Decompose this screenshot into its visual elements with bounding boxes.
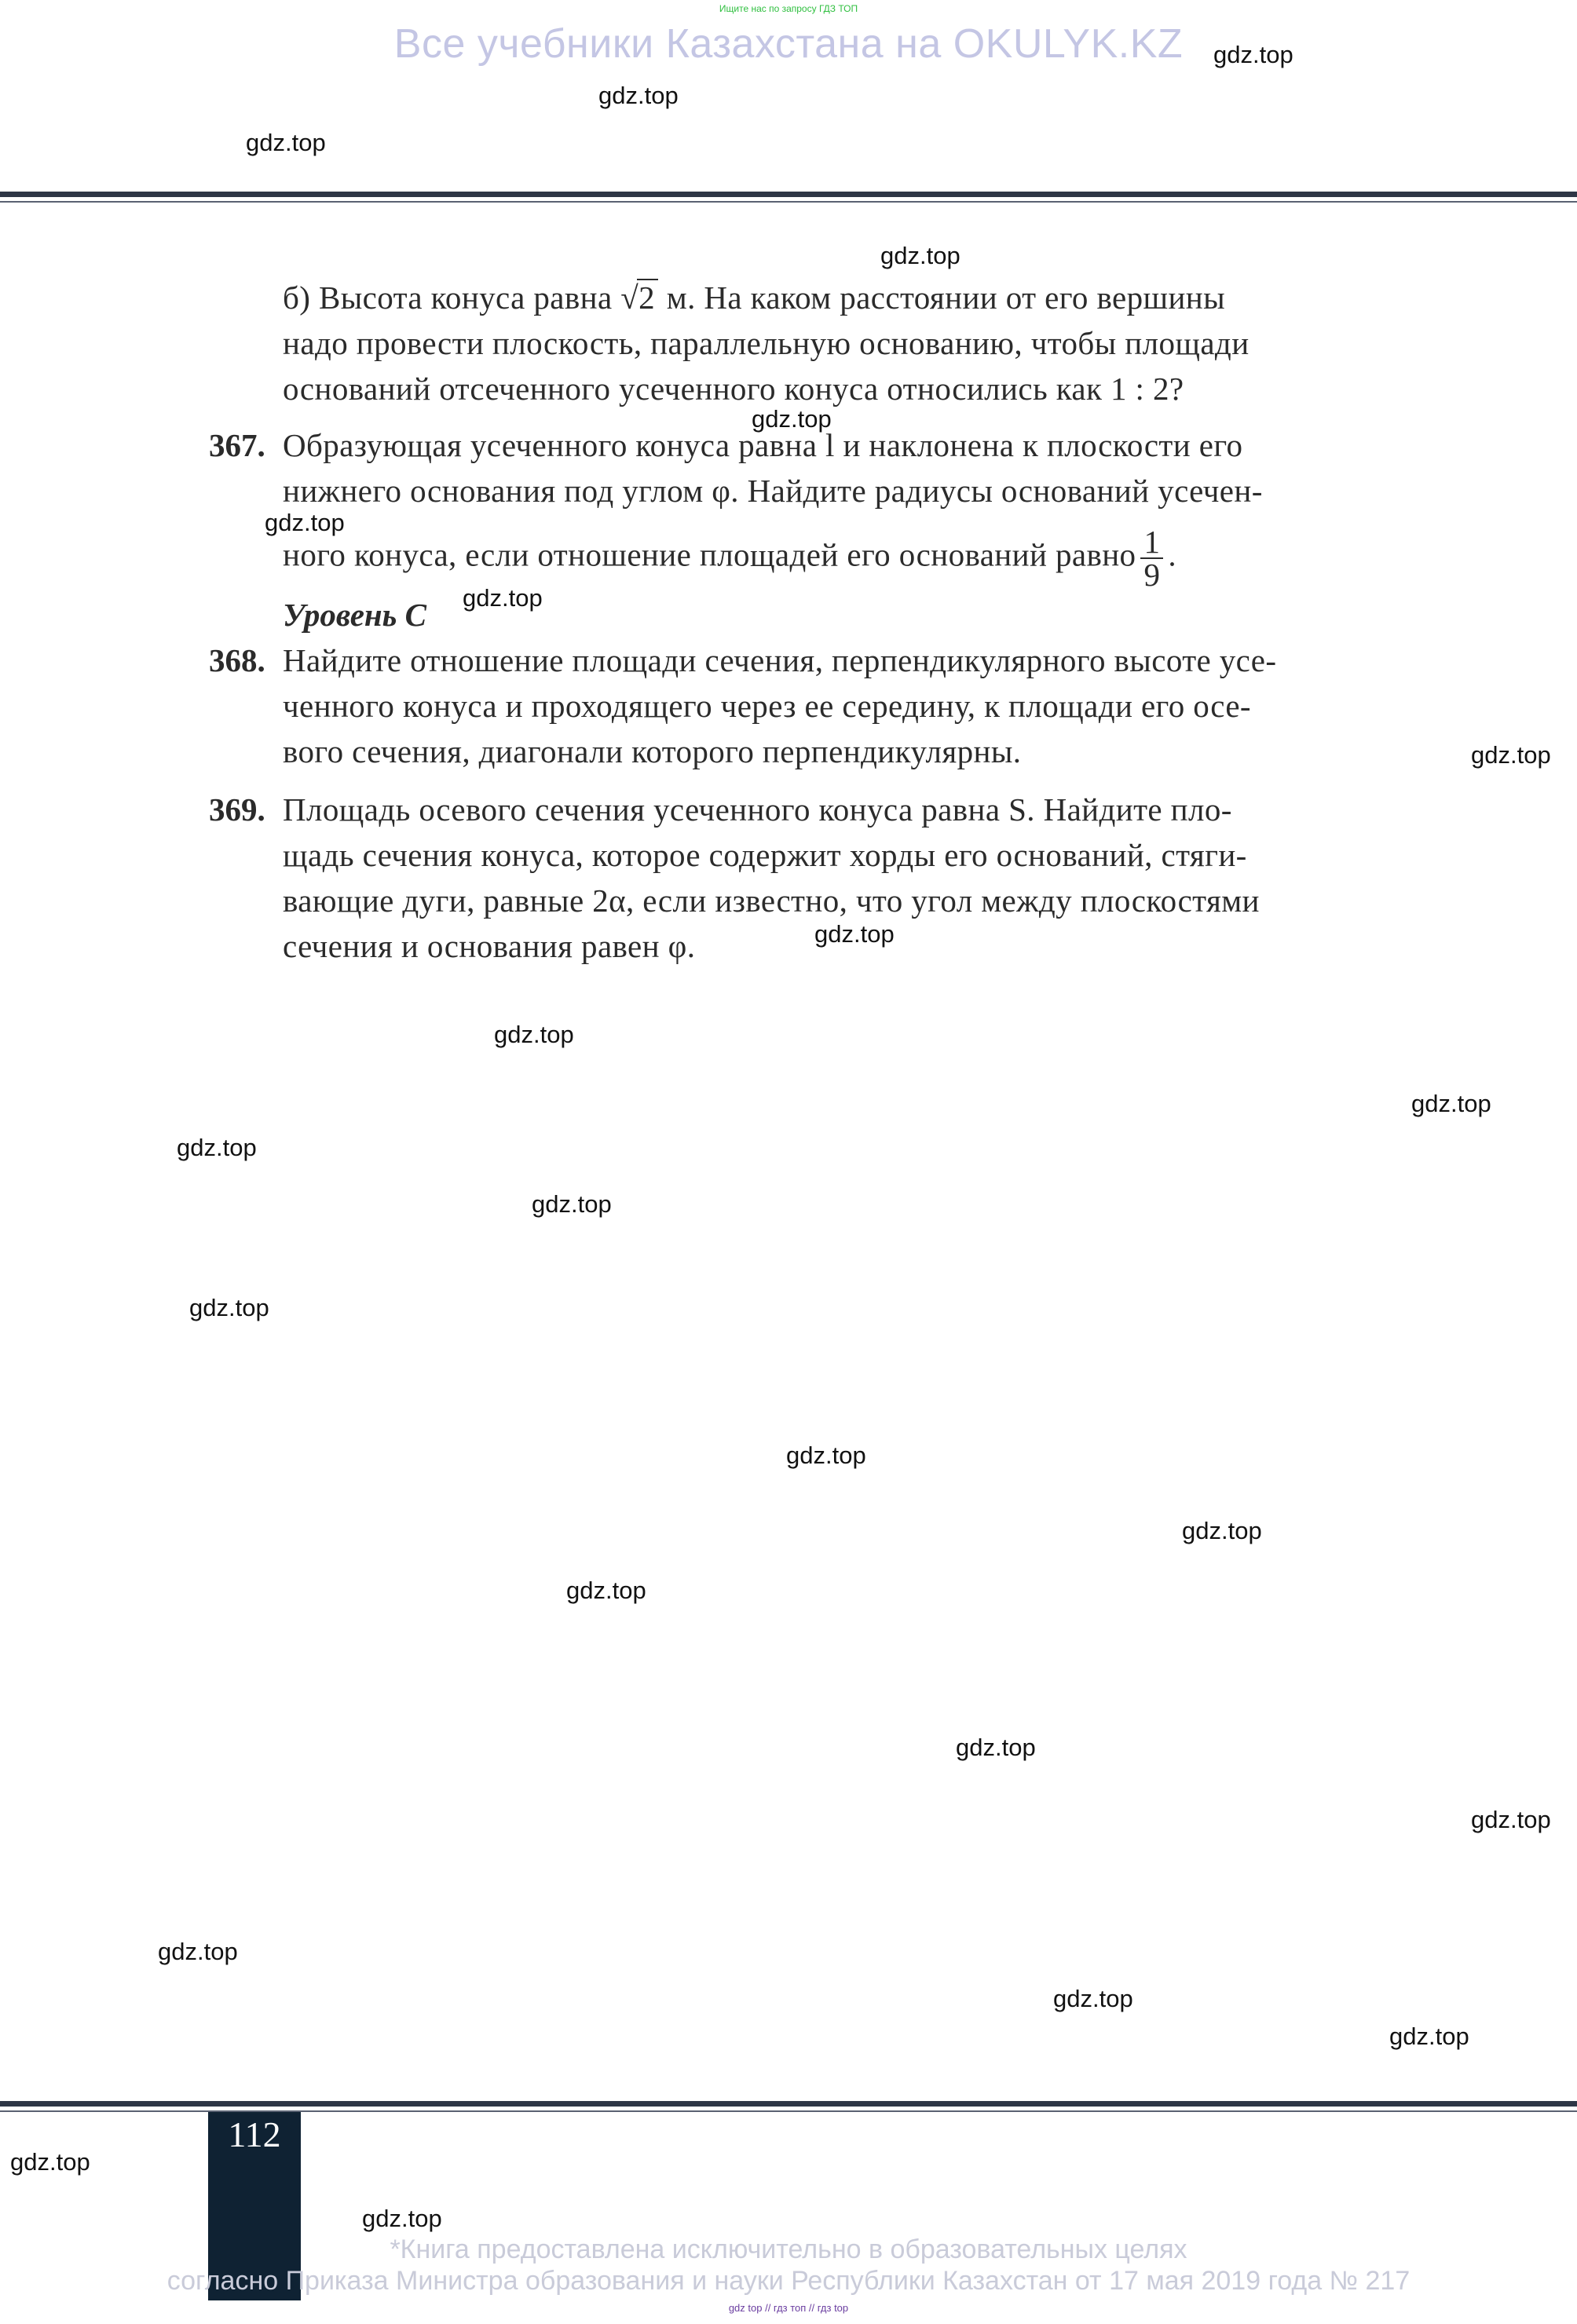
watermark: gdz.top bbox=[1053, 1985, 1133, 2012]
sqrt-icon: √ bbox=[620, 280, 639, 316]
part-b-line-2: надо провести плоскость, параллельную основанию, чтобы площади bbox=[283, 325, 1250, 361]
watermark: gdz.top bbox=[494, 1021, 574, 1048]
part-b-line-1: б) Высота конуса равна √2 м. На каком расстоянии от его вершины bbox=[283, 280, 1226, 316]
bottom-rule bbox=[0, 2101, 1577, 2107]
watermark: gdz.top bbox=[814, 920, 895, 948]
watermark: gdz.top bbox=[10, 2148, 90, 2176]
part-b-line-3: оснований отсеченного усеченного конуса относились как 1 : 2? bbox=[283, 371, 1184, 407]
footer-line-2: согласно Приказа Министра образования и науки Республики Казахстан от 17 мая 2019 года № 217 bbox=[166, 2266, 1411, 2296]
watermark: gdz.top bbox=[752, 405, 832, 433]
problem-367-line-1: Образующая усеченного конуса равна l и наклонена к плоскости его bbox=[283, 427, 1243, 463]
watermark: gdz.top bbox=[598, 82, 679, 109]
problem-368-line-3: вого сечения, диагонали которого перпендикулярны. bbox=[283, 733, 1022, 769]
watermark: gdz.top bbox=[177, 1134, 257, 1161]
watermark: gdz.top bbox=[880, 242, 960, 269]
footer-line-1: *Книга предоставлена исключительно в образовательных целях bbox=[390, 2234, 1187, 2264]
watermark: gdz.top bbox=[246, 129, 326, 156]
problem-368-line-2: ченного конуса и проходящего через ее середину, к площади его осе- bbox=[283, 688, 1251, 724]
watermark: gdz.top bbox=[1182, 1517, 1262, 1544]
watermark: gdz.top bbox=[158, 1938, 238, 1965]
watermark: gdz.top bbox=[463, 584, 543, 612]
fraction: $\frac{1}{9}$ bbox=[1140, 526, 1163, 590]
watermark: gdz.top bbox=[786, 1442, 866, 1469]
problem-369-line-4: сечения и основания равен φ. bbox=[283, 928, 696, 964]
problem-369-line-3: вающие дуги, равные 2α, если известно, что угол между плоскостями bbox=[283, 882, 1260, 919]
site-banner[interactable]: Все учебники Казахстана на OKULYK.KZ bbox=[393, 21, 1184, 67]
problem-number: 367. bbox=[209, 427, 265, 463]
watermark: gdz.top bbox=[1411, 1090, 1491, 1117]
problem-368-line-1: Найдите отношение площади сечения, перпендикулярного высоте усе- bbox=[283, 642, 1277, 678]
problem-number: 368. bbox=[209, 642, 265, 678]
watermark: gdz.top bbox=[566, 1577, 646, 1604]
problem-369-line-1: Площадь осевого сечения усеченного конуса равна S. Найдите пло- bbox=[283, 791, 1232, 828]
search-hint: Ищите нас по запросу ГДЗ ТОП bbox=[719, 3, 858, 14]
top-rule-thin bbox=[0, 201, 1577, 203]
watermark: gdz.top bbox=[956, 1734, 1036, 1761]
footer-links[interactable]: gdz top // гдз топ // гдз top bbox=[728, 2302, 849, 2314]
top-rule bbox=[0, 192, 1577, 197]
watermark: gdz.top bbox=[1213, 41, 1293, 68]
watermark: gdz.top bbox=[265, 509, 345, 536]
watermark: gdz.top bbox=[1471, 1806, 1551, 1833]
watermark: gdz.top bbox=[1389, 2023, 1469, 2050]
level-heading: Уровень С bbox=[283, 597, 426, 633]
problem-number: 369. bbox=[209, 791, 265, 828]
problem-367-line-2: нижнего основания под углом φ. Найдите радиусы оснований усечен- bbox=[283, 473, 1263, 509]
problem-367-line-3: ного конуса, если отношение площадей его оснований равно $\frac{1}{9}$ . bbox=[283, 524, 1177, 593]
watermark: gdz.top bbox=[362, 2205, 442, 2232]
watermark: gdz.top bbox=[189, 1294, 269, 1321]
problem-369-line-2: щадь сечения конуса, которое содержит хорды его оснований, стяги- bbox=[283, 837, 1247, 873]
page-number: 112 bbox=[228, 2114, 281, 2154]
watermark: gdz.top bbox=[532, 1190, 612, 1218]
watermark: gdz.top bbox=[1471, 741, 1551, 769]
